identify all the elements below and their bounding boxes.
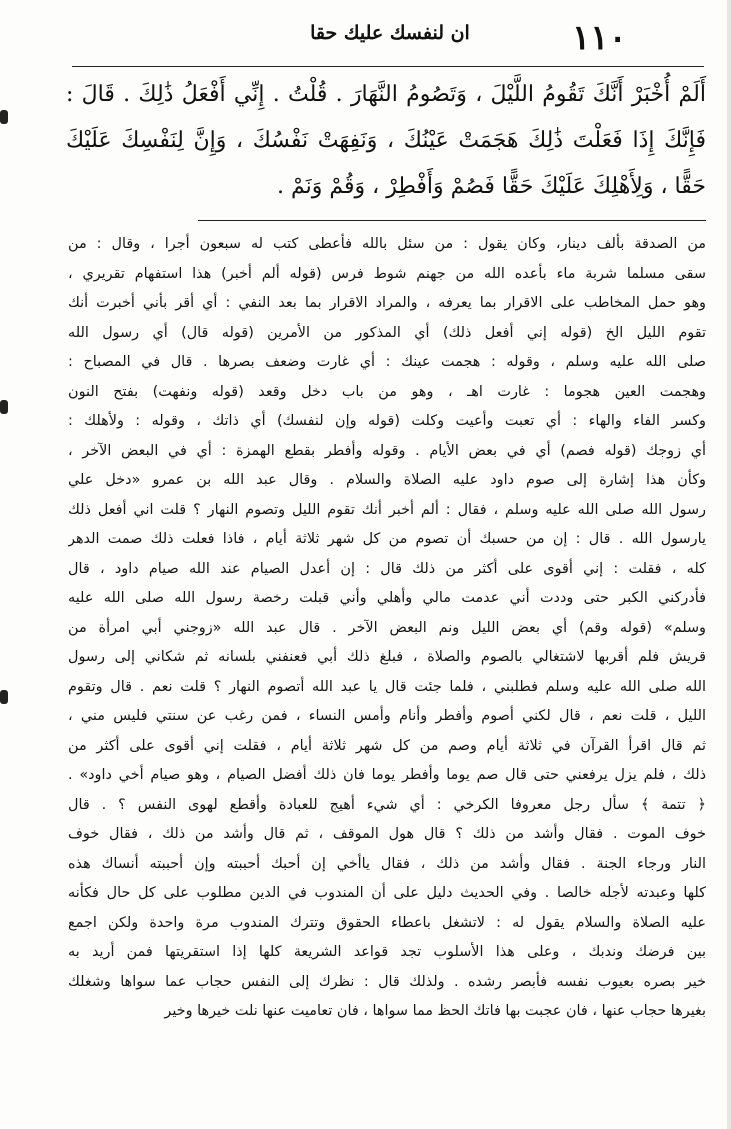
commentary-line: بين فرضك وندبك ، وعلى هذا الأسلوب تجد قواعد الشريعة كلها إذا استقريتها فمن أريد به [68,944,706,960]
commentary-line: وهجمت العين هجوما : غارت اهـ ، وهو من باب دخل وقعد (قوله ونفهت) بفتح النون [68,383,706,400]
margin-mark [0,690,8,704]
commentary-line: خوف الموت . فقال وأشد من ذلك ؟ قال هول الموقف ، ثم قال وأشد من ذلك ، فقال خوف [68,826,706,842]
commentary-line: وسلم» (قوله وقم) أي بعض الليل ونم البعض الآخر . قال عبد الله «زوجني أبي امرأة من [68,619,706,636]
commentary-line: أي زوجك (قوله فصم) أي في بعض الأيام . وقوله وأفطر بقطع الهمزة : أي في البعض الآخر ، [68,442,706,459]
commentary-line: الليل ، قلت نعم ، قال لكني أصوم وأفطر وأنام وأمس النساء ، فمن رغب عن سنتي فليس مني ، [68,708,706,724]
page-number: ١١٠ [572,18,627,58]
commentary-line: من الصدقة بألف دينار، وكان يقول : من سئل بالله فأعطى كتب له سبعون أجرا ، وقال : من [68,236,706,252]
commentary-line: النار ورجاء الجنة . فقال وأشد من ذلك ، فقال ياأخي إن أحبك أحببته وإن أحببته أنساك هذه [68,855,706,872]
page-header [0,0,731,66]
margin-mark [0,110,8,124]
commentary-line: الله صلى الله عليه وسلم فطلبني ، فلما جئت قال يا عبد الله أتصوم النهار ؟ قلت نعم . قال وتقوم [68,678,706,695]
commentary-line: وكسر الفاء والهاء : أي تعبت وأعيت وكلت (قوله وإن لنفسك) أي ذاتك ، وقوله : ولأهلك : [68,413,706,429]
commentary-line: وهو حمل المخاطب على الاقرار بما يعرفه ، والمراد الاقرار بما بعد النفي : أي أقر بأني أخبرت أنك [68,295,706,311]
hadith-text-block [66,72,706,210]
commentary-line: يارسول الله . قال : إن من حسبك أن تصوم من كل شهر ثلاثة أيام ، فاذا فعلت ذلك صمت الدهر [68,531,706,547]
running-title: ان لنفسك عليك حقا [310,22,470,44]
commentary-line: فأدركني الكبر حتى وددت أني عدمت مالي وأهلي وأني قبلت رخصة رسول الله صلى الله عليه [68,590,706,606]
commentary-line: بغيرها حجاب عنها ، فان عجبت بها فاتك الحظ مما سواها ، فان تعاميت عنها نلت خيرها وخير [164,1003,706,1019]
commentary-line: عليه الصلاة والسلام يقول له : لاتشغل باعطاء الحقوق وتترك المندوب مرة واحدة ولكن اجمع [68,914,706,931]
commentary-line: قريش فلم أقربها لاشتغالي بالصوم والصلاة ، فبلغ ذلك أبي فعنفني بلسانه ثم شكاني إلى رسول [68,649,706,665]
scan-edge [727,0,731,1129]
margin-mark [0,400,8,414]
commentary-line: تقوم الليل الخ (قوله إني أفعل ذلك) أي المذكور من الأمرين (قوله قال) أي رسول الله [68,324,706,341]
header-divider [72,66,704,67]
hadith-text: أَلَمْ أُخْبَرْ أَنَّكَ تَقُومُ اللَّيْلَ ، وَتَصُومُ النَّهَارَ . قُلْتُ . إِنِّي أَفْعَلُ ذَٰلِكَ . قَالَ : فَإِنَّكَ إِذَا فَعَلْتَ ذَٰلِكَ هَجَمَتْ عَيْنُكَ ، وَنَفِهَتْ نَفْسُكَ ، وَإِنَّ لِنَفْسِكَ عَلَيْكَ حَقًّا ، وَلِأَهْلِكَ عَلَيْكَ حَقًّا فَصُمْ وَأَفْطِرْ ، وَقُمْ وَنَمْ . [66,82,706,199]
commentary-line: سقى مسلما شربة ماء بأعده الله من جهنم شوط فرس (قوله ألم أخبر) هذا استفهام تقريري ، [68,265,706,282]
commentary-line: ذلك ، فلم يزل يرفعني حتى قال صم يوما وأفطر يوما فان ذلك أفضل الصيام ، وهو صيام أخي داود» . [68,767,706,783]
commentary-line: كلها وعبدته لأجله خالصا . وفي الحديث دليل على أن المندوب في الدين مطلوب على كل حال فكأنه [68,885,706,901]
commentary-line: رسول الله صلى الله عليه وسلم ، فقال : ألم أخبر أنك تقوم الليل وتصوم النهار ؟ قلت اني أفعل ذلك [68,501,706,518]
commentary-line: صلى الله عليه وسلم ، وقوله : هجمت عينك : أي غارت وضعف بصرها . قال في المصباح : [68,354,706,370]
commentary-line: ثم قال اقرأ القرآن في ثلاثة أيام وصم من كل شهر ثلاثة أيام ، فقلت إني أقوى على أكثر من [68,737,706,754]
commentary-line: ﴿ تتمة ﴾ سأل رجل معروفا الكرخي : أي شيء أهيج للعبادة وأقطع لهوى النفس ؟ . قال [68,796,706,813]
text-divider [198,220,706,221]
commentary-block [68,230,706,1120]
commentary-line: كله ، فقلت : إني أقوى على أكثر من ذلك قال : إن أعدل الصيام عند الله صيام داود ، قال [68,560,706,577]
commentary-line: خير بصره بعيوب نفسه فأبصر رشده . ولذلك قال : نظرك إلى النفس حجاب عما سواها وشغلك [68,973,706,990]
commentary-line: وكأن هذا إشارة إلى صوم داود عليه الصلاة والسلام . وقال عبد الله بن عمرو «دخل علي [68,472,706,488]
